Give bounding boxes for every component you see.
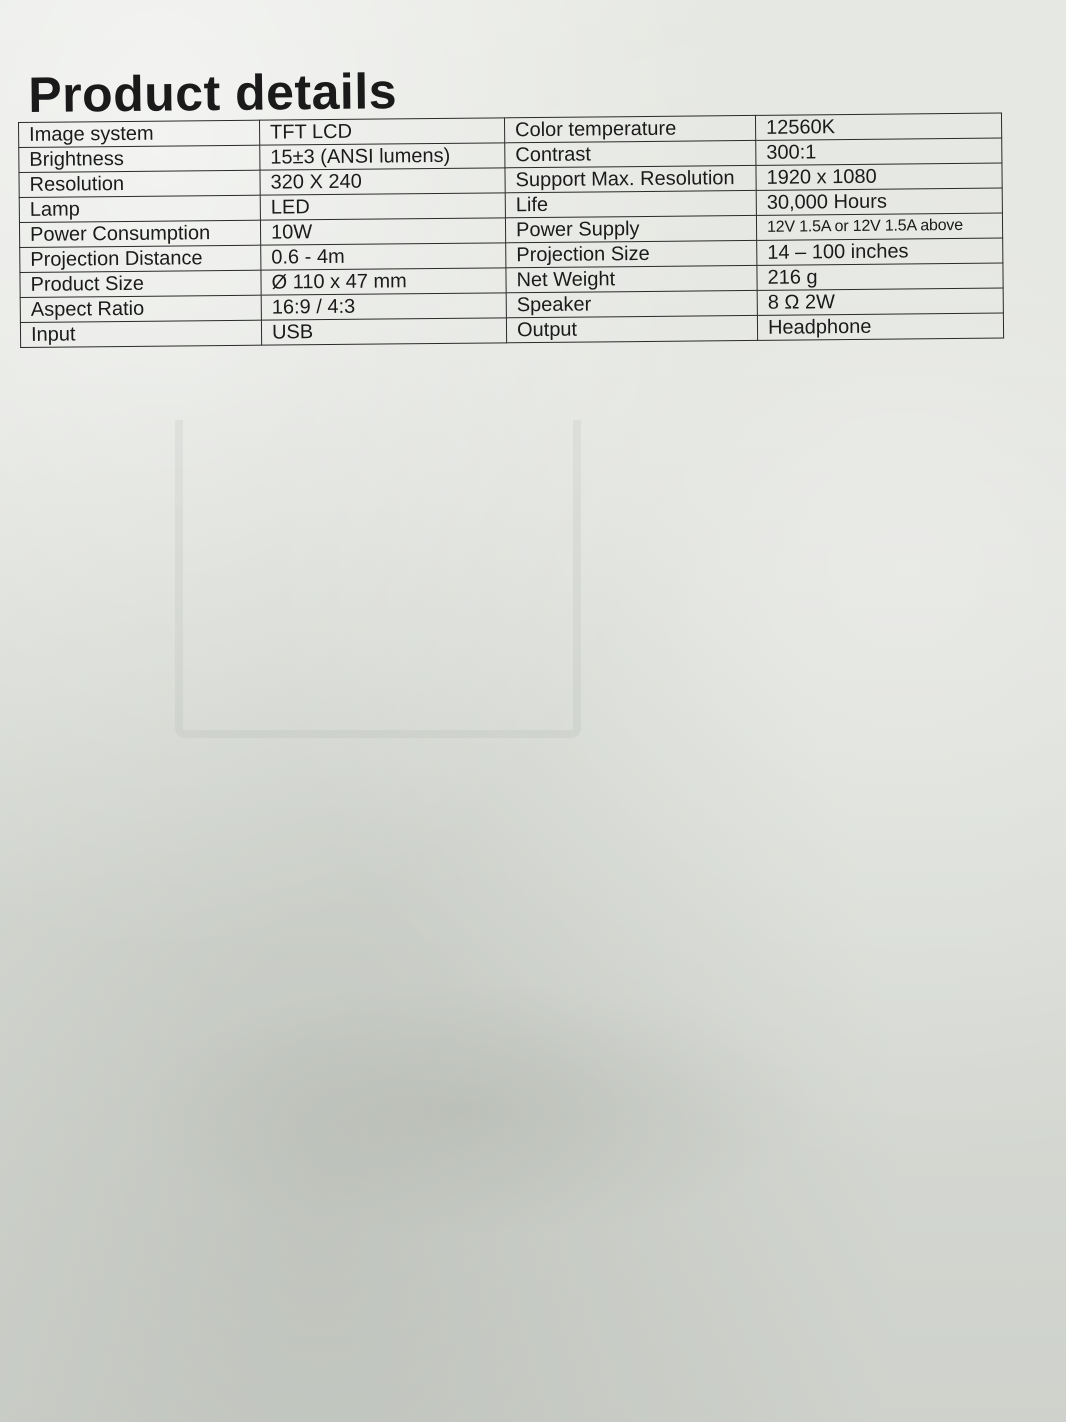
spec-value: 10W [260,218,505,245]
spec-value: Ø 110 x 47 mm [261,268,506,295]
background-shadow [120,980,820,1240]
spec-label: Product Size [20,270,261,297]
spec-value: 30,000 Hours [756,188,1002,215]
page-title: Product details [28,63,398,123]
spec-table [18,113,1004,348]
background-shadow [175,420,581,738]
spec-label: Input [20,320,261,347]
spec-value: 12560K [755,113,1001,140]
spec-value: 16:9 / 4:3 [261,293,506,320]
spec-label: Contrast [505,140,756,167]
spec-value: TFT LCD [259,118,504,145]
spec-value: 12V 1.5A or 12V 1.5A above [756,213,1002,240]
spec-label: Lamp [19,195,260,222]
spec-value: USB [261,318,506,345]
spec-label: Power Supply [505,215,756,242]
spec-label: Projection Distance [20,245,261,272]
spec-label: Power Consumption [19,220,260,247]
spec-label: Aspect Ratio [20,295,261,322]
spec-value: 320 X 240 [260,168,505,195]
spec-label: Support Max. Resolution [505,165,756,192]
spec-value: 1920 x 1080 [756,163,1002,190]
spec-label: Output [506,315,757,342]
spec-value: Headphone [757,313,1003,340]
spec-label: Life [505,190,756,217]
spec-value: 216 g [757,263,1003,290]
spec-value: 14 – 100 inches [757,238,1003,265]
spec-value: 15±3 (ANSI lumens) [260,143,505,170]
spec-value: 0.6 - 4m [261,243,506,270]
spec-value: 300:1 [756,138,1002,165]
spec-label: Resolution [19,170,260,197]
spec-label: Projection Size [506,240,757,267]
spec-label: Net Weight [506,265,757,292]
spec-label: Speaker [506,290,757,317]
spec-label: Color temperature [504,115,755,142]
spec-value: LED [260,193,505,220]
spec-label: Brightness [19,145,260,172]
spec-label: Image system [19,120,260,147]
spec-value: 8 Ω 2W [757,288,1003,315]
